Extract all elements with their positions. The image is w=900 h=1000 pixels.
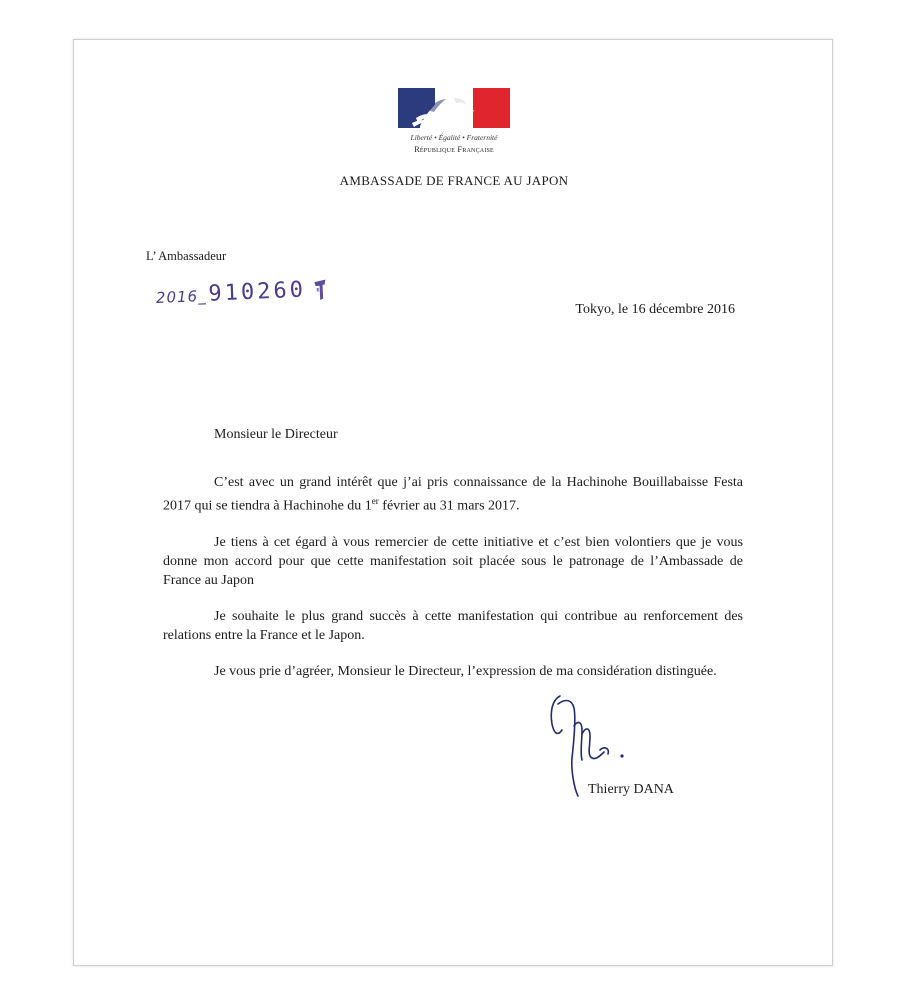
paragraph-2: Je tiens à cet égard à vous remercier de cette initiative et c’est bien volontiers que je vous donne mon accord pour que cette manifestation soit placée sous le patronage de l’Ambassade de France au Japon (163, 534, 743, 588)
letter-page (73, 39, 833, 966)
letter-date: Tokyo, le 16 décembre 2016 (575, 302, 735, 317)
republic-motto: Liberté • Égalité • Fraternité (410, 133, 498, 142)
signer-name: Thierry DANA (588, 782, 674, 797)
paragraph-3: Je souhaite le plus grand succès à cette manifestation qui contribue au renforcement des relations entre la France et le Japon. (163, 608, 743, 643)
letter-body (163, 473, 743, 681)
stamp-ink-mark-icon (313, 279, 328, 307)
paragraph-4: Je vous prie d’agréer, Monsieur le Directeur, l’expression de ma considération distinguée. (214, 663, 717, 679)
paragraph-1-end: février au 31 mars 2017. (378, 498, 520, 514)
paragraph-1-text: C’est avec un grand intérêt que j’ai pris connaissance de la Hachinohe Bouillabaisse Festa 2017 qui se tiendra à Hachinohe du 1 (163, 475, 743, 514)
ordinal-superscript: er (371, 496, 379, 506)
stamp-number: 910260 (207, 277, 307, 307)
paragraph-1 (163, 473, 743, 516)
stamp-year: 2016_ (155, 286, 207, 307)
embassy-name: AMBASSADE DE FRANCE AU JAPON (339, 173, 569, 188)
reference-stamp (155, 277, 328, 314)
republic-name: République Française (414, 144, 494, 154)
sender-title: L’ Ambassadeur (146, 249, 227, 263)
salutation: Monsieur le Directeur (214, 427, 338, 442)
marianne-logo (398, 88, 510, 128)
